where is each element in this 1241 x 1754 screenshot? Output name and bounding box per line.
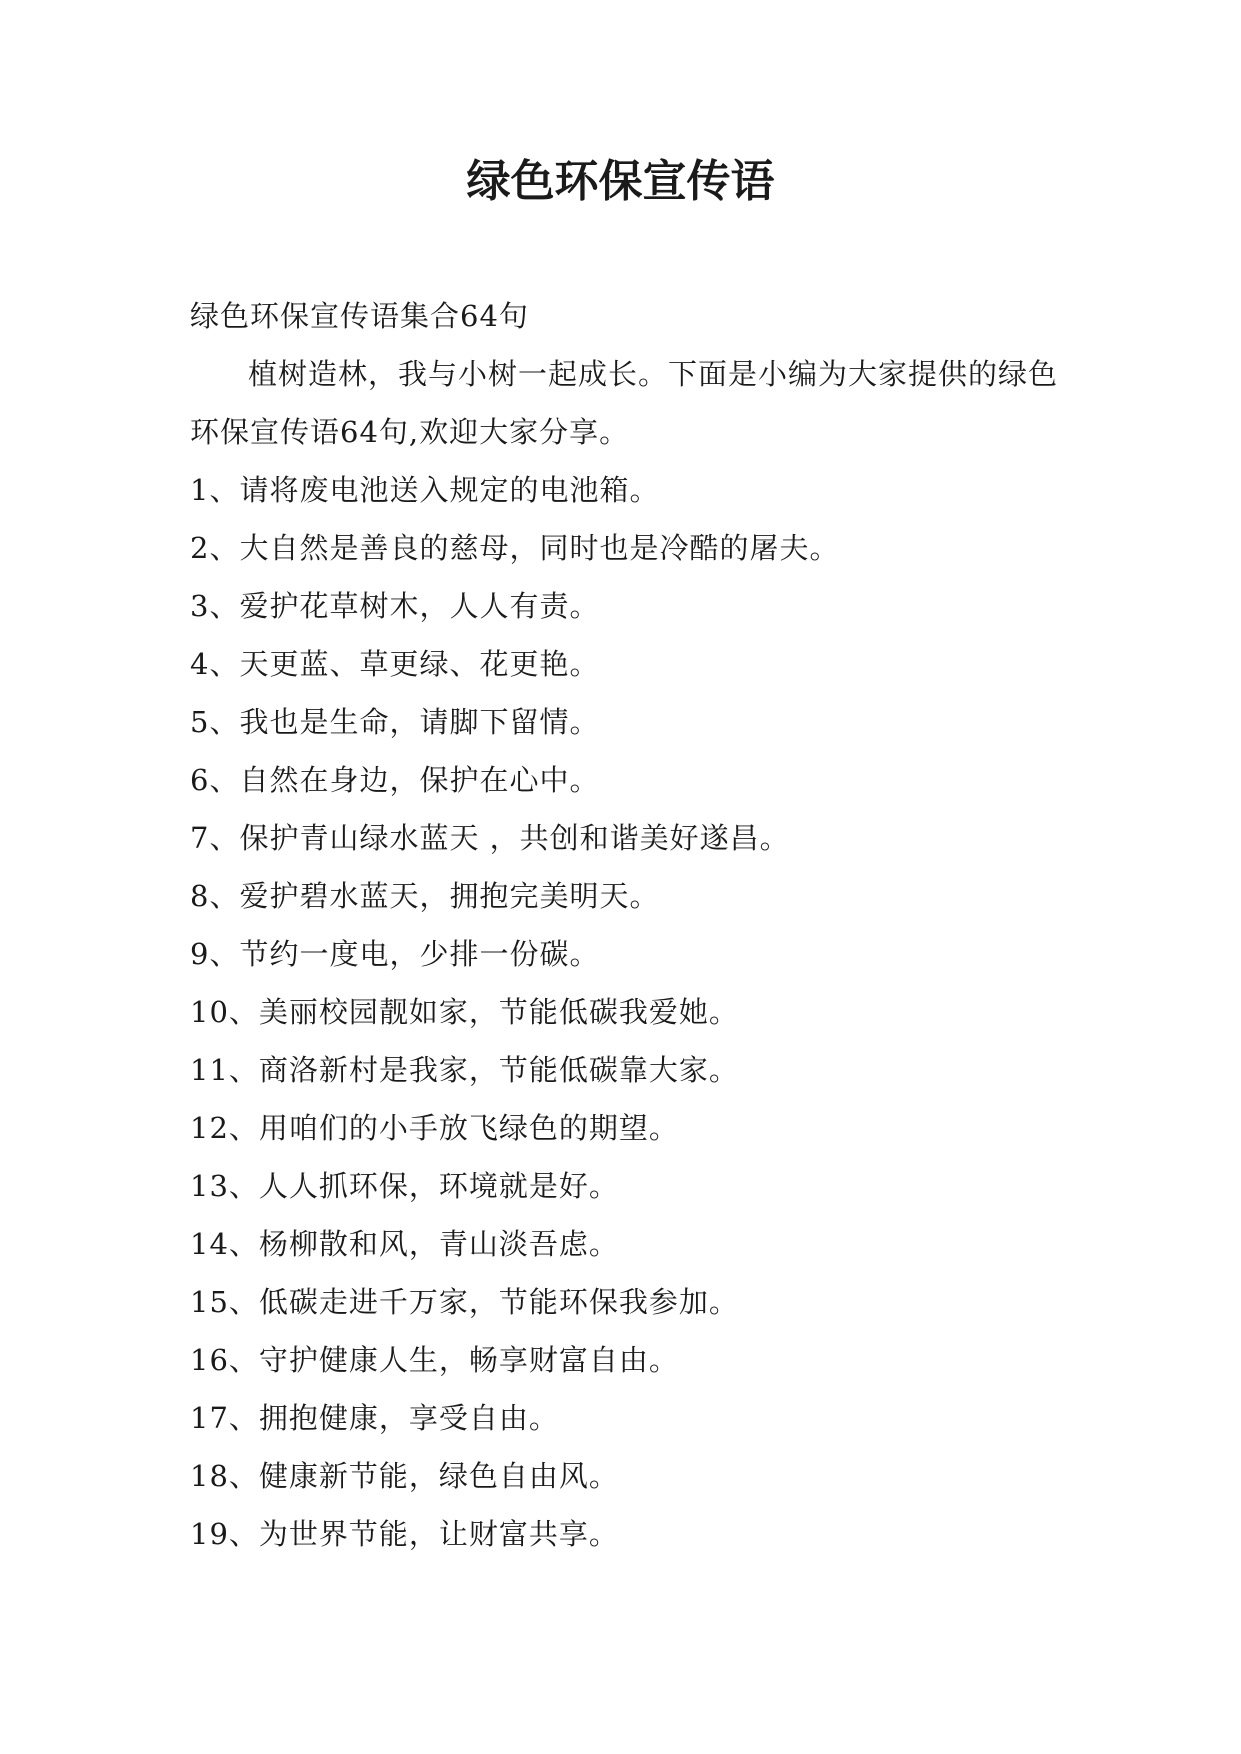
slogan-item: 13、人人抓环保，环境就是好。 [190,1169,619,1203]
slogan-item: 6、自然在身边，保护在心中。 [190,763,600,797]
slogan-item: 16、守护健康人生，畅享财富自由。 [190,1343,679,1377]
slogan-item: 1、请将废电池送入规定的电池箱。 [190,473,660,507]
document-body [190,287,1060,1563]
slogan-item: 12、用咱们的小手放飞绿色的期望。 [190,1111,679,1145]
slogan-item: 14、杨柳散和风，青山淡吾虑。 [190,1227,619,1261]
slogan-item: 8、爱护碧水蓝天，拥抱完美明天。 [190,879,660,913]
document-title: 绿色环保宣传语 [466,156,775,207]
slogan-item: 5、我也是生命，请脚下留情。 [190,705,600,739]
slogan-list [190,461,1060,1563]
slogan-item: 7、保护青山绿水蓝天 ，共创和谐美好遂昌。 [190,821,790,855]
slogan-item: 18、健康新节能，绿色自由风。 [190,1459,619,1493]
slogan-item: 11、商洛新村是我家，节能低碳靠大家。 [190,1053,739,1087]
slogan-item: 4、天更蓝、草更绿、花更艳。 [190,647,600,681]
slogan-item: 17、拥抱健康，享受自由。 [190,1401,559,1435]
slogan-item: 9、节约一度电，少排一份碳。 [190,937,600,971]
intro-paragraph: 植树造林，我与小树一起成长。下面是小编为大家提供的绿色环保宣传语64句,欢迎大家分享。 [190,357,1059,449]
slogan-item: 10、美丽校园靓如家，节能低碳我爱她。 [190,995,739,1029]
document-subtitle: 绿色环保宣传语集合64句 [190,299,529,333]
slogan-item: 15、低碳走进千万家，节能环保我参加。 [190,1285,739,1319]
slogan-item: 19、为世界节能，让财富共享。 [190,1517,619,1551]
slogan-item: 3、爱护花草树木，人人有责。 [190,589,600,623]
slogan-item: 2、大自然是善良的慈母，同时也是冷酷的屠夫。 [190,531,840,565]
